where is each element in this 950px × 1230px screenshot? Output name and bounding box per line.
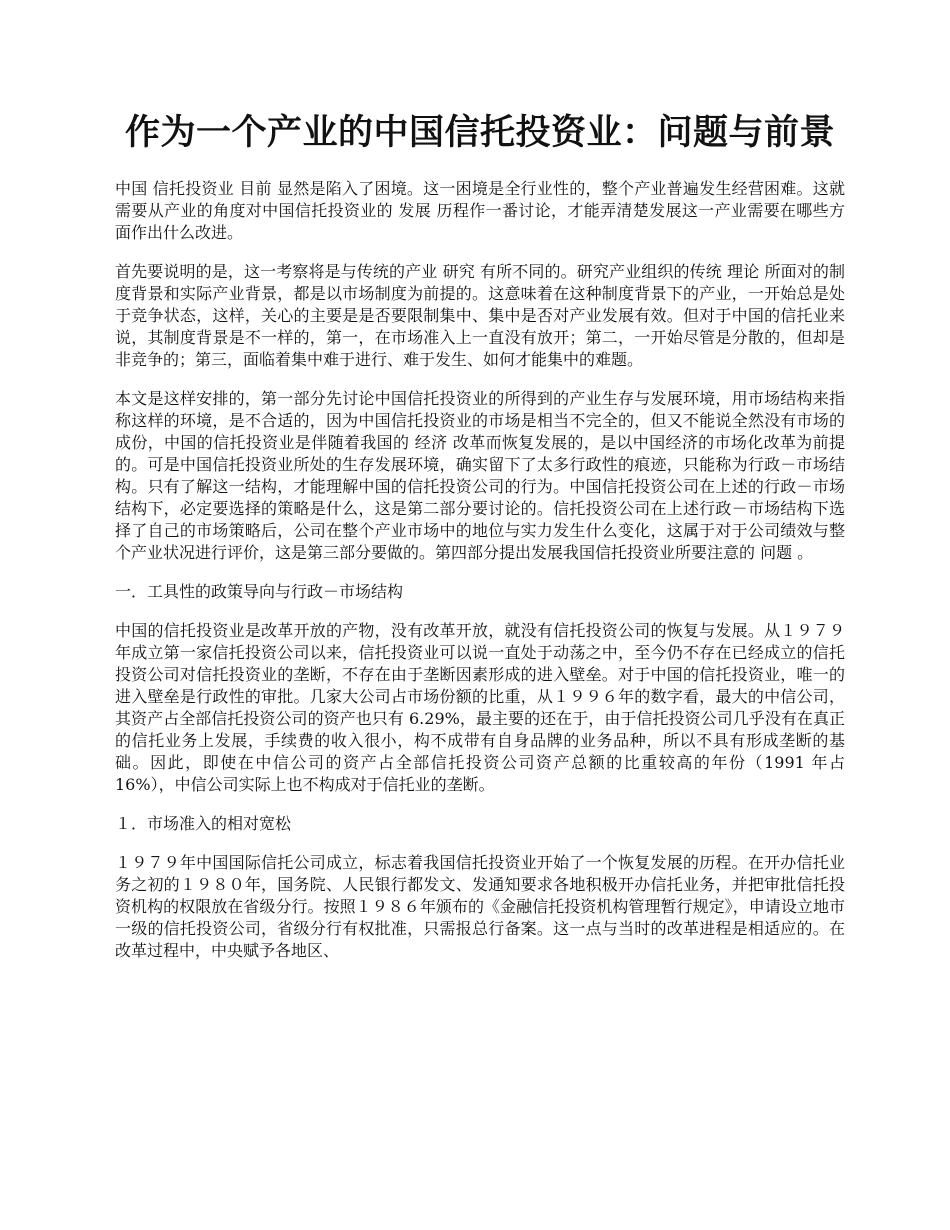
- intro-paragraph: 中国 信托投资业 目前 显然是陷入了困境。这一困境是全行业性的，整个产业普遍发生经营困难。这就需要从产业的角度对中国信托投资业的 发展 历程作一番讨论，才能弄清楚发展这一产业需要在哪些方面作出什么改进。: [115, 179, 845, 242]
- section-paragraph: 中国的信托投资业是改革开放的产物，没有改革开放，就没有信托投资公司的恢复与发展。从１９７９年成立第一家信托投资公司以来，信托投资业可以说一直处于动荡之中，至今仍不存在已经成立的信托投资公司对信托投资业的垄断，不存在由于垄断因素形成的进入壁垒。对于中国的信托投资业，唯一的进入壁垒是行政性的审批。几家大公司占市场份额的比重，从１９９６年的数字看，最大的中信公司，其资产占全部信托投资公司的资产也只有 6.29%，最主要的还在于，由于信托投资公司几乎没有在真正的信托业务上发展，手续费的收入很小，构不成带有自身品牌的业务品种，所以不具有形成垄断的基础。因此，即使在中信公司的资产占全部信托投资公司资产总额的比重较高的年份（1991 年占 16%），中信公司实际上也不构成对于信托业的垄断。: [115, 621, 845, 794]
- context-paragraph: 首先要说明的是，这一考察将是与传统的产业 研究 有所不同的。研究产业组织的传统 理论 所面对的制度背景和实际产业背景，都是以市场制度为前提的。这意味着在这种制度背景下的产业，一开始总是处于竞争状态，这样，关心的主要是是否要限制集中、集中是否对产业发展有效。但对于中国的信托业来说，其制度背景是不一样的，第一，在市场准入上一直没有放开；第二，一开始尽管是分散的，但却是非竞争的；第三，面临着集中难于进行、难于发生、如何才能集中的难题。: [115, 262, 845, 369]
- document-title: 作为一个产业的中国信托投资业：问题与前景: [124, 112, 835, 153]
- document-page: [115, 110, 845, 979]
- structure-paragraph: 本文是这样安排的，第一部分先讨论中国信托投资业的所得到的产业生存与发展环境，用市场结构来指称这样的环境，是不合适的，因为中国信托投资业的市场是相当不完全的，但又不能说全然没有市场的成份，中国的信托投资业是伴随着我国的 经济 改革而恢复发展的，是以中国经济的市场化改革为前提的。可是中国信托投资业所处的生存发展环境，确实留下了太多行政性的痕迹，只能称为行政－市场结构。只有了解这一结构，才能理解中国的信托投资公司的行为。中国信托投资公司在上述的行政－市场结构下，必定要选择的策略是什么，这是第二部分要讨论的。信托投资公司在上述行政－市场结构下选择了自己的市场策略后，公司在整个产业市场中的地位与实力发生什么变化，这属于对于公司绩效与整个产业状况进行评价，这是第三部分要做的。第四部分提出发展我国信托投资业所要注意的 问题 。: [115, 389, 845, 562]
- section-heading: 一．工具性的政策导向与行政－市场结构: [115, 582, 404, 601]
- subsection-heading: １．市场准入的相对宽松: [115, 814, 292, 833]
- subsection-paragraph: １９７９年中国国际信托公司成立，标志着我国信托投资业开始了一个恢复发展的历程。在开办信托业务之初的１９８０年，国务院、人民银行都发文、发通知要求各地积极开办信托业务，并把审批信托投资机构的权限放在省级分行。按照１９８６年颁布的《金融信托投资机构管理暂行规定》，申请设立地市一级的信托投资公司，省级分行有权批准，只需报总行备案。这一点与当时的改革进程是相适应的。在改革过程中，中央赋予各地区、: [115, 853, 845, 960]
